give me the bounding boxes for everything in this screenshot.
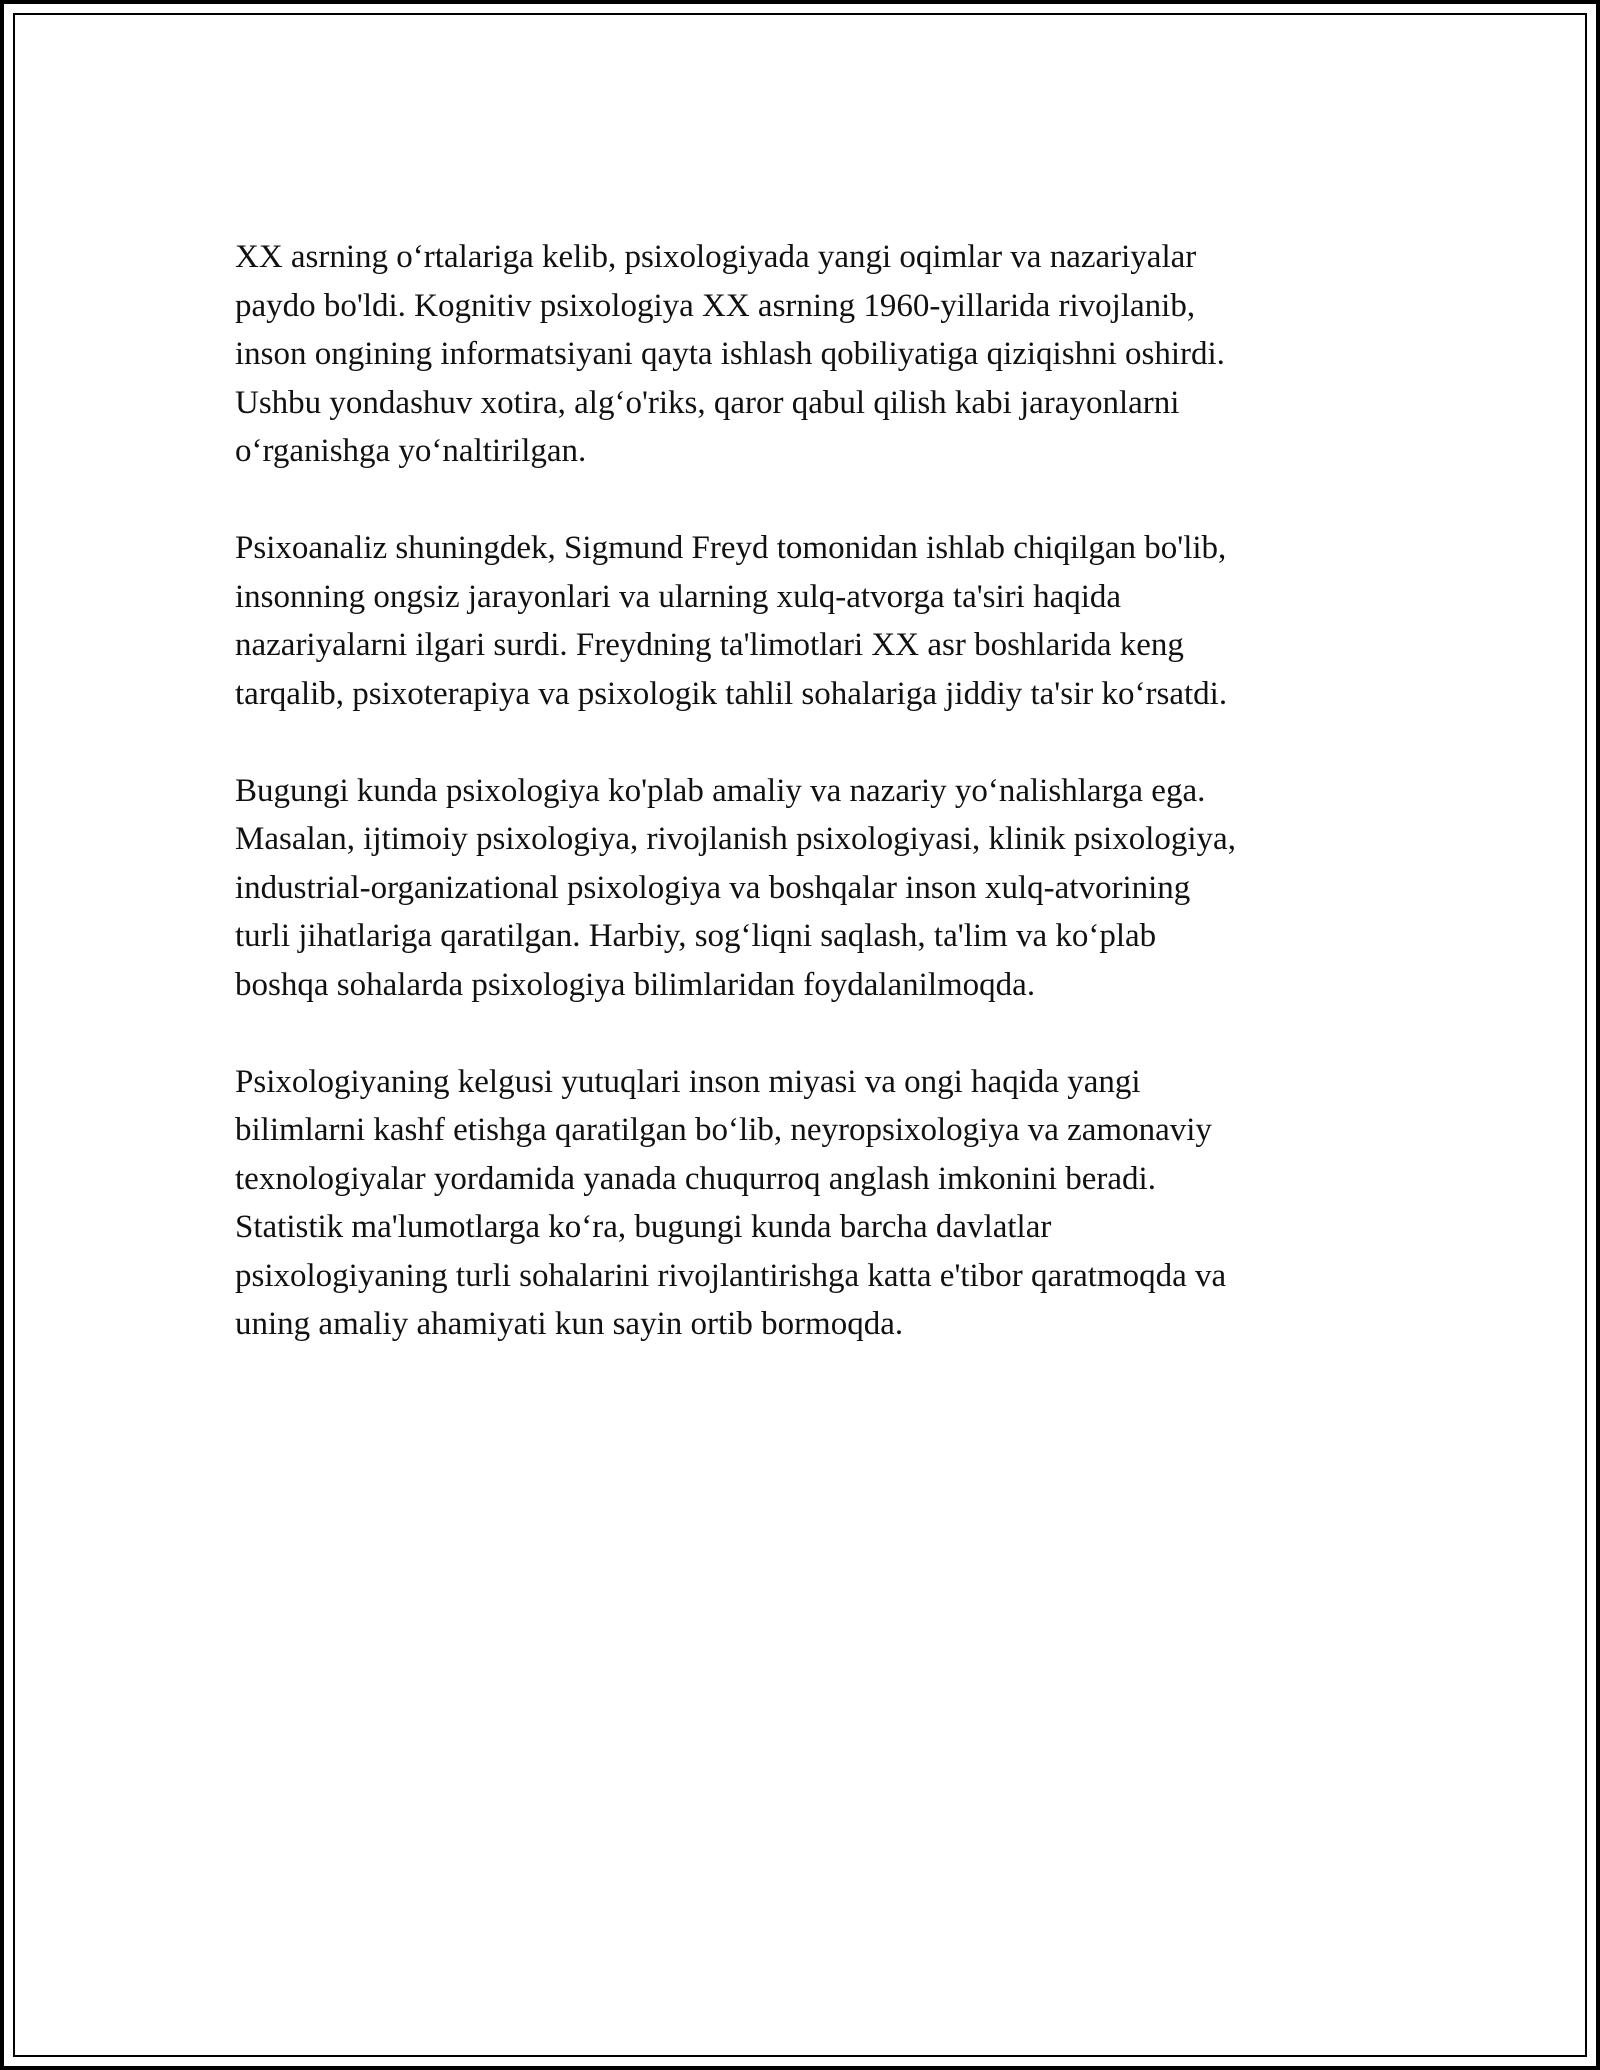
text-line: uning amaliy ahamiyati kun sayin ortib bormoqda. [235, 1306, 904, 1342]
text-line: boshqa sohalarda psixologiya bilimlaridan foydalanilmoqda. [235, 966, 1036, 1003]
text-line: Psixoanaliz shuningdek, Sigmund Freyd tomonidan ishlab chiqilgan bo'lib, [235, 530, 1227, 566]
text-line: turli jihatlariga qaratilgan. Harbiy, sog‘liqni saqlash, ta'lim va ko‘plab [235, 918, 1157, 954]
paragraph-2 [235, 524, 1385, 718]
text-line: XX asrning o‘rtalariga kelib, psixologiyada yangi oqimlar va nazariyalar [235, 239, 1197, 275]
text-line: Psixologiyaning kelgusi yutuqlari inson miyasi va ongi haqida yangi [235, 1063, 1141, 1100]
text-line: Masalan, ijtimoiy psixologiya, rivojlanish psixologiyasi, klinik psixologiya, [235, 821, 1236, 857]
document-body [235, 233, 1385, 1397]
text-line: psixologiyaning turli sohalarini rivojlantirishga katta e'tibor qaratmoqda va [235, 1257, 1227, 1294]
paragraph-1 [235, 233, 1385, 476]
text-line: paydo bo'ldi. Kognitiv psixologiya XX asrning 1960-yillarida rivojlanib, [235, 287, 1196, 324]
text-line: nazariyalarni ilgari surdi. Freydning ta'limotlari XX asr boshlarida keng [235, 627, 1184, 663]
text-line: Statistik ma'lumotlarga ko‘ra, bugungi kunda barcha davlatlar [235, 1209, 1052, 1245]
paragraph-3 [235, 767, 1385, 1010]
text-line: Ushbu yondashuv xotira, alg‘o'riks, qaror qabul qilish kabi jarayonlarni [235, 384, 1180, 421]
text-line: o‘rganishga yo‘naltirilgan. [235, 433, 587, 469]
text-line: bilimlarni kashf etishga qaratilgan bo‘lib, neyropsixologiya va zamonaviy [235, 1112, 1212, 1148]
text-line: industrial-organizational psixologiya va boshqalar inson xulq-atvorining [235, 869, 1191, 906]
paragraph-4 [235, 1058, 1385, 1349]
text-line: texnologiyalar yordamida yanada chuqurroq anglash imkonini beradi. [235, 1160, 1156, 1197]
text-line: tarqalib, psixoterapiya va psixologik tahlil sohalariga jiddiy ta'sir ko‘rsatdi. [235, 675, 1228, 712]
text-line: Bugungi kunda psixologiya ko'plab amaliy va nazariy yo‘nalishlarga ega. [235, 772, 1206, 809]
text-line: insonning ongsiz jarayonlari va ularning xulq-atvorga ta'siri haqida [235, 578, 1122, 615]
text-line: inson ongining informatsiyani qayta ishlash qobiliyatiga qiziqishni oshirdi. [235, 336, 1225, 372]
